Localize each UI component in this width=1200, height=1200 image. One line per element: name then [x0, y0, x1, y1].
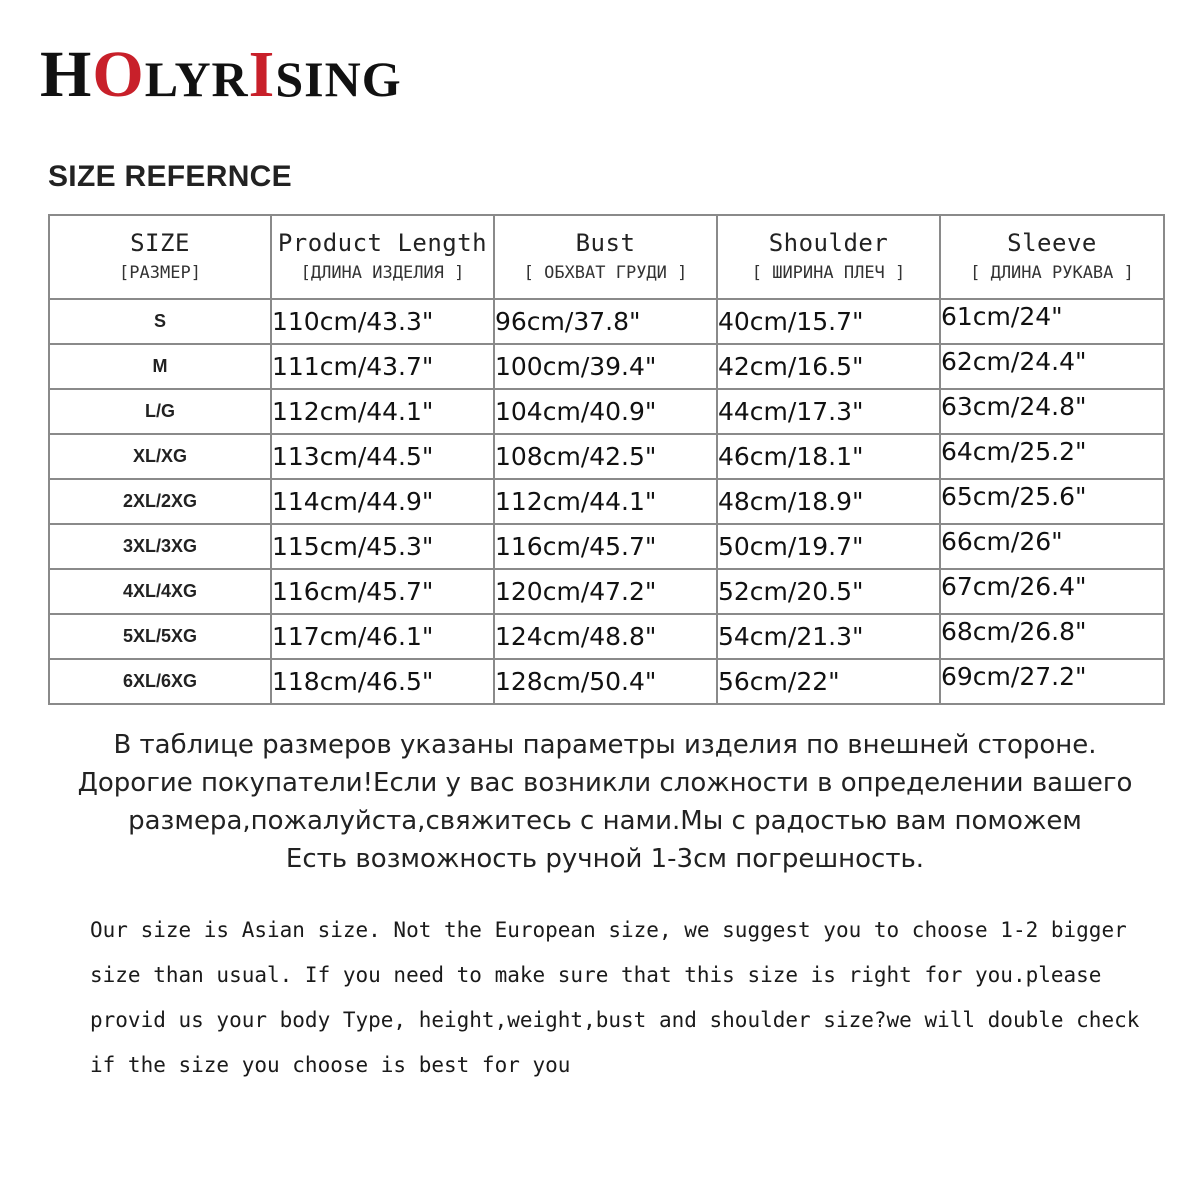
product-length-cell: 115cm/45.3" — [271, 524, 494, 569]
size-cell: S — [49, 299, 271, 344]
product-length-cell: 112cm/44.1" — [271, 389, 494, 434]
bust-cell: 124cm/48.8" — [494, 614, 717, 659]
sleeve-cell: 63cm/24.8" — [940, 389, 1164, 434]
product-length-cell: 117cm/46.1" — [271, 614, 494, 659]
table-row — [49, 479, 1164, 524]
shoulder-cell: 50cm/19.7" — [717, 524, 940, 569]
header-sleeve-label: Sleeve — [1007, 229, 1097, 257]
logo-letters-lyr: LYR — [144, 51, 249, 107]
shoulder-cell: 52cm/20.5" — [717, 569, 940, 614]
header-shoulder-label: Shoulder — [768, 229, 889, 257]
table-row — [49, 344, 1164, 389]
en-note-line: size than usual. If you need to make sure that this size is right for you.please — [90, 963, 1102, 987]
table-row — [49, 389, 1164, 434]
sleeve-cell: 64cm/25.2" — [940, 434, 1164, 479]
bust-cell: 108cm/42.5" — [494, 434, 717, 479]
size-cell: L/G — [49, 389, 271, 434]
table-row — [49, 569, 1164, 614]
size-cell: 3XL/3XG — [49, 524, 271, 569]
shoulder-cell: 40cm/15.7" — [717, 299, 940, 344]
header-shoulder-label-ru: [ ШИРИНА ПЛЕЧ ] — [751, 263, 906, 283]
size-cell: XL/XG — [49, 434, 271, 479]
logo-letter-h: H — [40, 38, 93, 111]
sleeve-cell: 66cm/26" — [940, 524, 1164, 569]
table-row — [49, 659, 1164, 704]
table-header-row — [49, 215, 1164, 299]
table-row — [49, 434, 1164, 479]
shoulder-cell: 42cm/16.5" — [717, 344, 940, 389]
size-cell: 2XL/2XG — [49, 479, 271, 524]
shoulder-cell: 46cm/18.1" — [717, 434, 940, 479]
bust-cell: 120cm/47.2" — [494, 569, 717, 614]
bust-cell: 96cm/37.8" — [494, 299, 717, 344]
header-bust-label: Bust — [575, 229, 636, 257]
ru-note-line: В таблице размеров указаны параметры изделия по внешней стороне. — [113, 730, 1097, 760]
bust-cell: 128cm/50.4" — [494, 659, 717, 704]
ru-note-line: Есть возможность ручной 1-3см погрешность. — [285, 844, 925, 874]
english-notes — [90, 908, 1170, 1088]
header-sleeve — [940, 215, 1164, 299]
size-table — [48, 214, 1165, 705]
logo-letter-i: I — [248, 38, 276, 111]
ru-note-line: размера,пожалуйста,свяжитесь с нами.Мы с радостью вам поможем — [128, 806, 1082, 836]
sleeve-cell: 67cm/26.4" — [940, 569, 1164, 614]
product-length-cell: 110cm/43.3" — [271, 299, 494, 344]
sleeve-cell: 69cm/27.2" — [940, 659, 1164, 704]
table-row — [49, 299, 1164, 344]
sleeve-cell: 61cm/24" — [940, 299, 1164, 344]
size-cell: 6XL/6XG — [49, 659, 271, 704]
en-note-line: provid us your body Type, height,weight,bust and shoulder size?we will double check — [90, 1008, 1140, 1032]
header-size — [49, 215, 271, 299]
size-cell: 5XL/5XG — [49, 614, 271, 659]
bust-cell: 112cm/44.1" — [494, 479, 717, 524]
sleeve-cell: 62cm/24.4" — [940, 344, 1164, 389]
russian-notes — [30, 726, 1180, 878]
table-row — [49, 524, 1164, 569]
logo-letters-sing: SING — [275, 51, 402, 107]
shoulder-cell: 56cm/22" — [717, 659, 940, 704]
header-bust-label-ru: [ ОБХВАТ ГРУДИ ] — [523, 263, 688, 283]
product-length-cell: 118cm/46.5" — [271, 659, 494, 704]
size-cell: M — [49, 344, 271, 389]
header-sleeve-label-ru: [ ДЛИНА РУКАВА ] — [970, 263, 1134, 283]
shoulder-cell: 48cm/18.9" — [717, 479, 940, 524]
section-title: SIZE REFERNCE — [48, 160, 292, 193]
bust-cell: 116cm/45.7" — [494, 524, 717, 569]
header-size-label: SIZE — [130, 229, 190, 257]
header-product-length-label: Product Length — [277, 229, 488, 257]
brand-logo — [40, 38, 402, 111]
shoulder-cell: 54cm/21.3" — [717, 614, 940, 659]
bust-cell: 100cm/39.4" — [494, 344, 717, 389]
logo-letter-o: O — [92, 38, 145, 111]
header-product-length-label-ru: [ДЛИНА ИЗДЕЛИЯ ] — [300, 263, 465, 283]
product-length-cell: 113cm/44.5" — [271, 434, 494, 479]
bust-cell: 104cm/40.9" — [494, 389, 717, 434]
en-note-line: if the size you choose is best for you — [90, 1053, 571, 1077]
product-length-cell: 111cm/43.7" — [271, 344, 494, 389]
header-shoulder — [717, 215, 940, 299]
sleeve-cell: 68cm/26.8" — [940, 614, 1164, 659]
header-product-length — [271, 215, 494, 299]
ru-note-line: Дорогие покупатели!Если у вас возникли сложности в определении вашего — [77, 768, 1133, 798]
size-cell: 4XL/4XG — [49, 569, 271, 614]
sleeve-cell: 65cm/25.6" — [940, 479, 1164, 524]
table-row — [49, 614, 1164, 659]
en-note-line: Our size is Asian size. Not the European size, we suggest you to choose 1-2 bigger — [90, 918, 1127, 942]
product-length-cell: 114cm/44.9" — [271, 479, 494, 524]
header-size-label-ru: [РАЗМЕР] — [119, 263, 201, 283]
product-length-cell: 116cm/45.7" — [271, 569, 494, 614]
shoulder-cell: 44cm/17.3" — [717, 389, 940, 434]
header-bust — [494, 215, 717, 299]
